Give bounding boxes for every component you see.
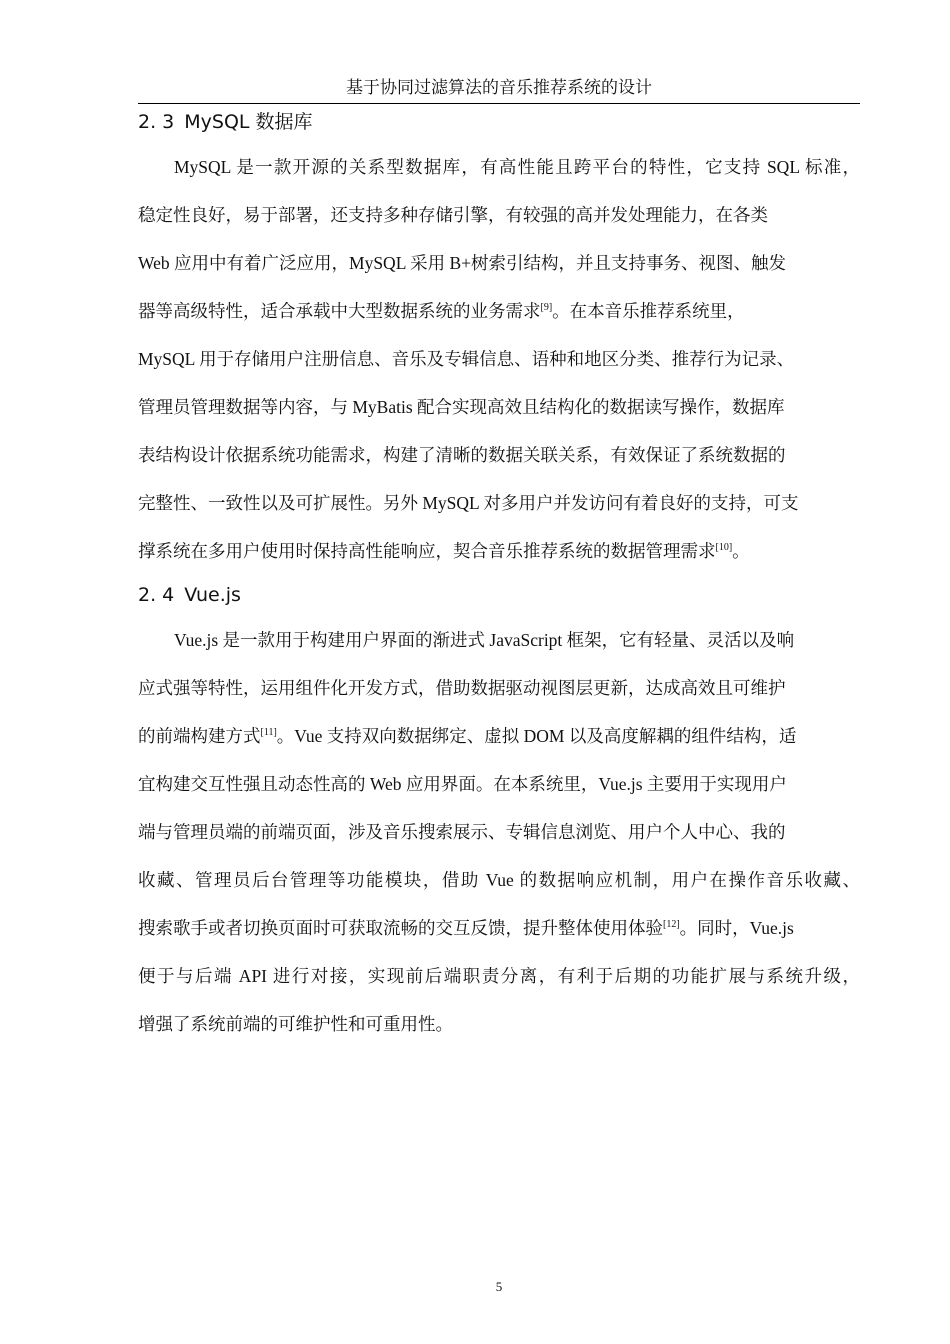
line-text: 。在本音乐推荐系统里， (552, 301, 745, 321)
section-heading-2-3 (138, 109, 313, 135)
paragraph-line (138, 916, 794, 940)
paragraph-line: MySQL 是一款开源的关系型数据库，有高性能且跨平台的特性，它支持 SQL 标准， (174, 157, 860, 177)
line-text: 。同时，Vue.js (679, 918, 794, 938)
line-text: 器等高级特性，适合承载中大型数据系统的业务需求 (138, 301, 541, 321)
paragraph-line: 应式强等特性，运用组件化开发方式，借助数据驱动视图层更新，达成高效且可维护 (138, 678, 786, 698)
paragraph-line: MySQL 用于存储用户注册信息、音乐及专辑信息、语种和地区分类、推荐行为记录、 (138, 349, 795, 369)
line-text: 的前端构建方式 (138, 726, 261, 746)
section-title: MySQL 数据库 (184, 111, 313, 133)
citation-ref: [12] (663, 919, 680, 930)
paragraph-line: 管理员管理数据等内容，与 MyBatis 配合实现高效且结构化的数据读写操作，数据库 (138, 397, 785, 417)
section-number: 2. 4 (138, 584, 175, 606)
line-text: 搜索歌手或者切换页面时可获取流畅的交互反馈，提升整体使用体验 (138, 918, 663, 938)
page-number: 5 (495, 1279, 503, 1294)
citation-ref: [11] (260, 727, 277, 738)
paragraph-line (138, 724, 796, 748)
citation-ref: [9] (540, 302, 553, 313)
section-heading-2-4 (138, 582, 241, 608)
section-number: 2. 3 (138, 111, 175, 133)
paragraph-line: 宜构建交互性强且动态性高的 Web 应用界面。在本系统里，Vue.js 主要用于实现用户 (138, 774, 787, 794)
paragraph-line: 收藏、管理员后台管理等功能模块，借助 Vue 的数据响应机制，用户在操作音乐收藏、 (138, 870, 860, 890)
running-header: 基于协同过滤算法的音乐推荐系统的设计 (346, 78, 652, 97)
line-text: 。Vue 支持双向数据绑定、虚拟 DOM 以及高度解耦的组件结构，适 (276, 726, 797, 746)
citation-ref: [10] (715, 542, 733, 553)
paragraph-line: Web 应用中有着广泛应用，MySQL 采用 B+树索引结构，并且支持事务、视图、触发 (138, 253, 787, 273)
paragraph-line: 完整性、一致性以及可扩展性。另外 MySQL 对多用户并发访问有着良好的支持，可支 (138, 493, 799, 513)
paragraph-line: 增强了系统前端的可维护性和可重用性。 (138, 1014, 453, 1034)
line-text: 。 (732, 541, 750, 561)
paragraph-line: 稳定性良好，易于部署，还支持多种存储引擎，有较强的高并发处理能力，在各类 (138, 205, 768, 225)
section-title: Vue.js (184, 584, 241, 606)
paragraph-line (138, 539, 750, 563)
paragraph-line: 端与管理员端的前端页面，涉及音乐搜索展示、专辑信息浏览、用户个人中心、我的 (138, 822, 786, 842)
paragraph-line (138, 299, 745, 323)
header-rule (138, 103, 860, 104)
paragraph-line: 表结构设计依据系统功能需求，构建了清晰的数据关联关系，有效保证了系统数据的 (138, 445, 786, 465)
paragraph-line: Vue.js 是一款用于构建用户界面的渐进式 JavaScript 框架，它有轻量、灵活以及响 (174, 630, 795, 650)
line-text: 撑系统在多用户使用时保持高性能响应，契合音乐推荐系统的数据管理需求 (138, 541, 716, 561)
paragraph-line: 便于与后端 API 进行对接，实现前后端职责分离，有利于后期的功能扩展与系统升级， (138, 966, 860, 986)
